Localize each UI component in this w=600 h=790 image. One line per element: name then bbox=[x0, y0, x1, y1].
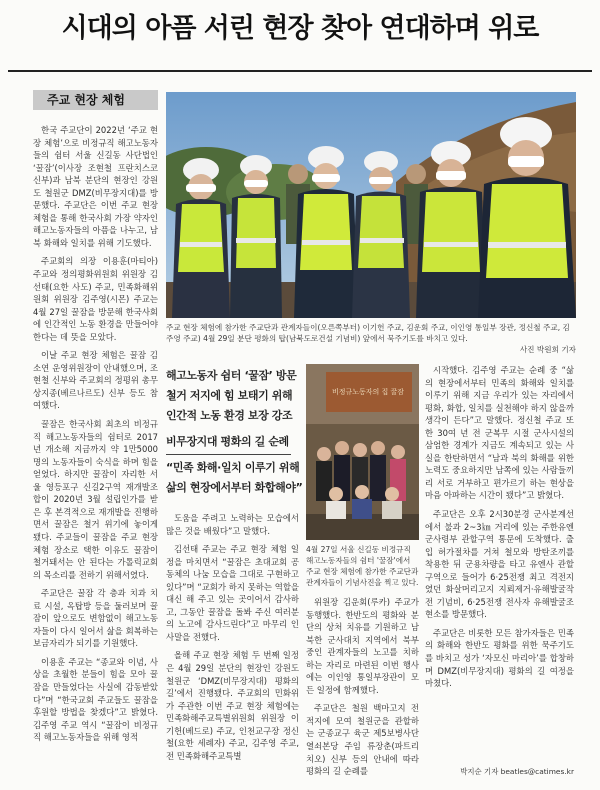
subhead-dmz bbox=[166, 432, 301, 498]
subhead-line: 삶의 현장에서부터 화합해야” bbox=[166, 481, 303, 494]
section-tag: 주교 현장 체험 bbox=[33, 90, 158, 110]
second-photo-illustration bbox=[306, 364, 419, 540]
byline: 박지순 기자 beatles@catimes.kr bbox=[460, 767, 574, 776]
paragraph: 주교단은 꿀잠 각 층과 치과 치료 시설, 옥탑방 등을 둘러보며 꿀잠이 앞으로도 변함없이 해고노동자들이 다시 일어서 삶을 회복하는 보금자리가 되기를 기원했다. bbox=[33, 588, 158, 649]
subhead-line: 비무장지대 평화의 길 순례 bbox=[166, 435, 289, 448]
paragraph: 주교단은 철원 백마고지 전적지에 모여 철원군을 관할하는 군종교구 육군 제5보병사단 열쇠본당 주임 류장춘(파트리치오) 신부 등의 안내에 따라 평화의 길 순례를 bbox=[306, 703, 419, 777]
subhead-divider bbox=[166, 454, 291, 455]
second-photo bbox=[306, 364, 419, 540]
photo-credit: 사진 박원희 기자 bbox=[519, 345, 576, 354]
paragraph: 위원장 김운회(루카) 주교가 동행했다. 한반도의 평화와 분단의 상처 치유를 기원하고 남북한 군사대치 지역에서 북부 중인 관계자들의 노고를 치하하는 자리로 마련된 이번 행사에는 이인영 통일부장관이 모든 일정에 함께했다. bbox=[306, 597, 419, 695]
paragraph: 도움을 주려고 노력하는 모습에서 많은 것을 배웠다”고 말했다. bbox=[166, 513, 299, 536]
subhead-line: 철거 저지에 힘 보태기 위해 bbox=[166, 389, 293, 402]
paragraph: 이날 주교 현장 체험은 꿀잠 김소연 운영위원장이 안내했으며, 조현철 신부와 주교회의 정평위 총무 상지종(베르나르도) 신부 등도 참여했다. bbox=[33, 350, 158, 411]
article-column-4 bbox=[425, 364, 574, 764]
second-photo-caption: 4월 27일 서울 신길동 비정규직 해고노동자들의 쉼터 '꿀잠'에서 주교 현장 체험에 참가한 주교단과 관계자들이 기념사진을 찍고 있다. bbox=[306, 545, 419, 587]
paragraph: 시작했다. 김주영 주교는 순례 중 “삶의 현장에서부터 민족의 화해와 일치를 이루기 위해 지금 우리가 있는 자리에서 평화, 화합, 일치를 실천해야 하지 않을까 생각이 든다”고 말했다. 정신철 주교 또한 30여 년 전 군복무 시절 군사시설의 삼엄한 경계가 지금도 계속되고 있는 사실을 한탄하면서 “남과 북의 화해를 위한 노력도 중요하지만 남쪽에 있는 사람들끼리 서로 거부하고 편가르기 하는 현상을 마음 아파하는 시간이 됐다”고 밝혔다. bbox=[425, 365, 574, 501]
main-photo-caption-text: 주교 현장 체험에 참가한 주교단과 관계자들이(오른쪽부터) 이기헌 주교, 김운회 주교, 이인영 통일부 장관, 정신철 주교, 김주영 주교) 4월 29일 분단 평화의 탑(남북도로건설 기념비) 앞에서 묵주기도를 바치고 있다. bbox=[166, 323, 570, 343]
paragraph: 꿀잠은 한국사회 최초의 비정규직 해고노동자들의 쉼터로 2017년 개소해 지금까지 약 1만5000명의 노동자들이 숙식을 하며 힘을 얻었다. 하지만 꿀잠이 자리한 서울 영등포구 신길2구역 재개발조합이 2020년 3월 설립인가를 받은 후 본격적으로 재개발을 진행하면서 꿀잠은 철거 위기에 놓이게 됐다. 주교들이 꿀잠을 주교 현장 체험 장소로 택한 이유도 꿀잠이 철거돼서는 안 된다는 가톨릭교회의 목소리를 전하기 위해서였다. bbox=[33, 419, 158, 580]
paragraph: 주교회의 의장 이용훈(마티아) 주교와 정의평화위원회 위원장 김선태(요한 사도) 주교, 민족화해위원회 위원장 김주영(시몬) 주교는 4월 27일 꿀잠을 방문해 한국사회에 인간적인 노동 환경을 만들어야 한다는 데 뜻을 모았다. bbox=[33, 256, 158, 342]
paragraph: 한국 주교단이 2022년 ‘주교 현장 체험’으로 비정규직 해고노동자들의 쉼터 서울 신길동 사단법인 ‘꿀잠’(이사장 조현철 프란치스코 신부)과 남북 분단의 현장인 강원도 철원군 DMZ(비무장지대)를 방문했다. 주교단은 이번 주교 현장 체험을 통해 한국사회 가장 약자인 해고노동자들의 아픔을 나누고, 남북 화해와 일치를 위해 기도했다. bbox=[33, 125, 158, 248]
subhead-lead bbox=[166, 366, 301, 426]
paragraph: 주교단은 비롯한 모든 참가자들은 민족의 화해와 한반도 평화를 위한 묵주기도를 바치고 성가 ‘자모신 마리아’를 합창하며 DMZ(비무장지대) 평화의 길 여정을 마쳤다. bbox=[425, 627, 574, 689]
article-column-1 bbox=[33, 124, 158, 779]
paragraph: 주교단은 오후 2시30분경 군사분계선에서 불과 2~3㎞ 거리에 있는 주한유엔군사령부 관할구역 통문에 도착했다. 출입 허가절차를 거쳐 철모와 방탄조끼를 착용한 뒤 군용차량을 타고 유엔사 관할구역으로 들어가 6·25전쟁 최고 격전지였던 화살머리고지 지뢰제거·유해발굴작전 기념비, 6·25전쟁 전사자 유해발굴조현소를 방문했다. bbox=[425, 509, 574, 620]
article-column-2 bbox=[166, 512, 299, 780]
main-photo-caption bbox=[166, 322, 576, 355]
subhead-line: 해고노동자 쉼터 ‘꿀잠’ 방문 bbox=[166, 369, 297, 382]
subhead-line: 인간적 노동 환경 보장 강조 bbox=[166, 409, 293, 422]
paragraph: 올해 주교 현장 체험 두 번째 일정은 4월 29일 분단의 현장인 강원도 철원군 ‘DMZ(비무장지대) 평화의 길’에서 진행됐다. 주교회의 민화위가 주관한 이번 주교 현장 체험에는 민족화해주교특별위원회 위원장 이기헌(베드로) 주교, 인천교구장 정신철(요한 세례자) 주교, 김주영 주교, 전 민족화해주교특별 bbox=[166, 650, 299, 761]
headline: 시대의 아픔 서린 현장 찾아 연대하며 위로 bbox=[61, 13, 539, 44]
kkuljam-sign-text: 비정규노동자의 집 꿀잠 bbox=[331, 388, 405, 396]
main-photo bbox=[166, 92, 576, 318]
headline-rule bbox=[8, 70, 592, 72]
subhead-line: “민족 화해·일치 이루기 위해 bbox=[166, 461, 300, 474]
paragraph: 김선태 주교는 주교 현장 체험 일정을 마치면서 “꿀잠은 초대교회 공동체의 나눔 모습을 그대로 구현하고 있다”며 “교회가 하지 못하는 역할을 대신 해 주고 있는 곳이어서 감사하고, 그동안 꿀잠을 돌봐 주신 여러분의 노고에 감사드린다”고 마무리 인사말을 전했다. bbox=[166, 544, 299, 642]
article-column-3 bbox=[306, 596, 419, 780]
main-photo-illustration bbox=[166, 92, 576, 318]
paragraph: 이용훈 주교는 “종교와 이념, 사상을 초월한 분들이 힘을 모아 꿀잠을 만들었다는 사실에 감동받았다”며 “한국교회 주교들도 꿀잠을 후원할 방법을 찾겠다”고 밝혔다. 김주영 주교 역시 “꿀잠이 비정규직 해고노동자들을 위해 영적 bbox=[33, 656, 158, 743]
